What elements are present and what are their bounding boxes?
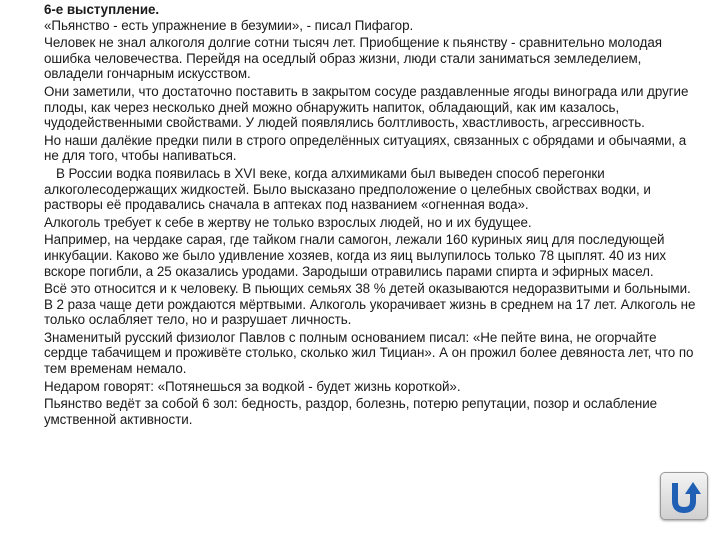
- paragraph-russia: В России водка появилась в XVI веке, когда алхимиками был выведен способ перегонки алкоголесодержащих жидкостей. Было высказано предположение о целебных свойствах водки, и растворы её продавались сначала в аптеках под названием «огненная вода».: [44, 165, 651, 213]
- paragraph-ancestors: Но наши далёкие предки пили в строго определённых ситуациях, связанных с обрядами и обычаями, а не для того, чтобы напиваться.: [44, 132, 687, 164]
- paragraph-future: Алкоголь требует к себе в жертву не только взрослых людей, но и их будущее.: [44, 214, 532, 230]
- paragraph-pavlov: Знаменитый русский физиолог Павлов с полным основанием писал: «Не пейте вина, не огорчайте сердце табачищем и проживёте столько, сколько жил Тициан». А он прожил более девяноста лет, что по тем временам немало.: [44, 329, 694, 377]
- paragraph-saying: Недаром говорят: «Потянешься за водкой - будет жизнь короткой».: [44, 378, 461, 394]
- paragraph-discovery: Они заметили, что достаточно поставить в закрытом сосуде раздавленные ягоды винограда или другие плоды, как через несколько дней можно обнаружить напиток, обладающий, как им казалось, чудодейственными свойствами. У людей появлялись болтливость, хвастливость, агрессивность.: [44, 83, 689, 131]
- paragraph-families: Всё это относится и к человеку. В пьющих семьях 38 % детей оказываются недоразвитыми и больными. В 2 раза чаще дети рождаются мёртвыми. Алкоголь укорачивает жизнь в среднем на 17 лет. Алкоголь не только ослабляет тело, но и разрушает личность.: [44, 281, 696, 328]
- slide-text: [44, 2, 699, 429]
- paragraph-quote: «Пьянство - есть упражнение в безумии», - писал Пифагор.: [44, 17, 414, 33]
- paragraph-eggs: Например, на чердаке сарая, где тайком гнали самогон, лежали 160 куриных яиц для последующей инкубации. Каково же было удивление хозяев, когда из яиц вылупилось только 78 цыплят. 40 из них вскоре погибли, а 25 оказались уродами. Зародыши отравились парами спирта и эфирных масел.: [44, 232, 667, 279]
- back-button[interactable]: [660, 472, 708, 520]
- return-arrow-icon: [666, 477, 702, 515]
- paragraph-history: Человек не знал алкоголя долгие сотни тысяч лет. Приобщение к пьянству - сравнительно молодая ошибка человечества. Перейдя на оседлый образ жизни, люди стали заниматься земледелием, овладели гончарным искусством.: [44, 35, 662, 82]
- slide-title: 6-е выступление.: [44, 2, 160, 17]
- paragraph-six-evils: Пьянство ведёт за собой 6 зол: бедность, раздор, болезнь, потерю репутации, позор и ослабление умственной активности.: [44, 396, 658, 427]
